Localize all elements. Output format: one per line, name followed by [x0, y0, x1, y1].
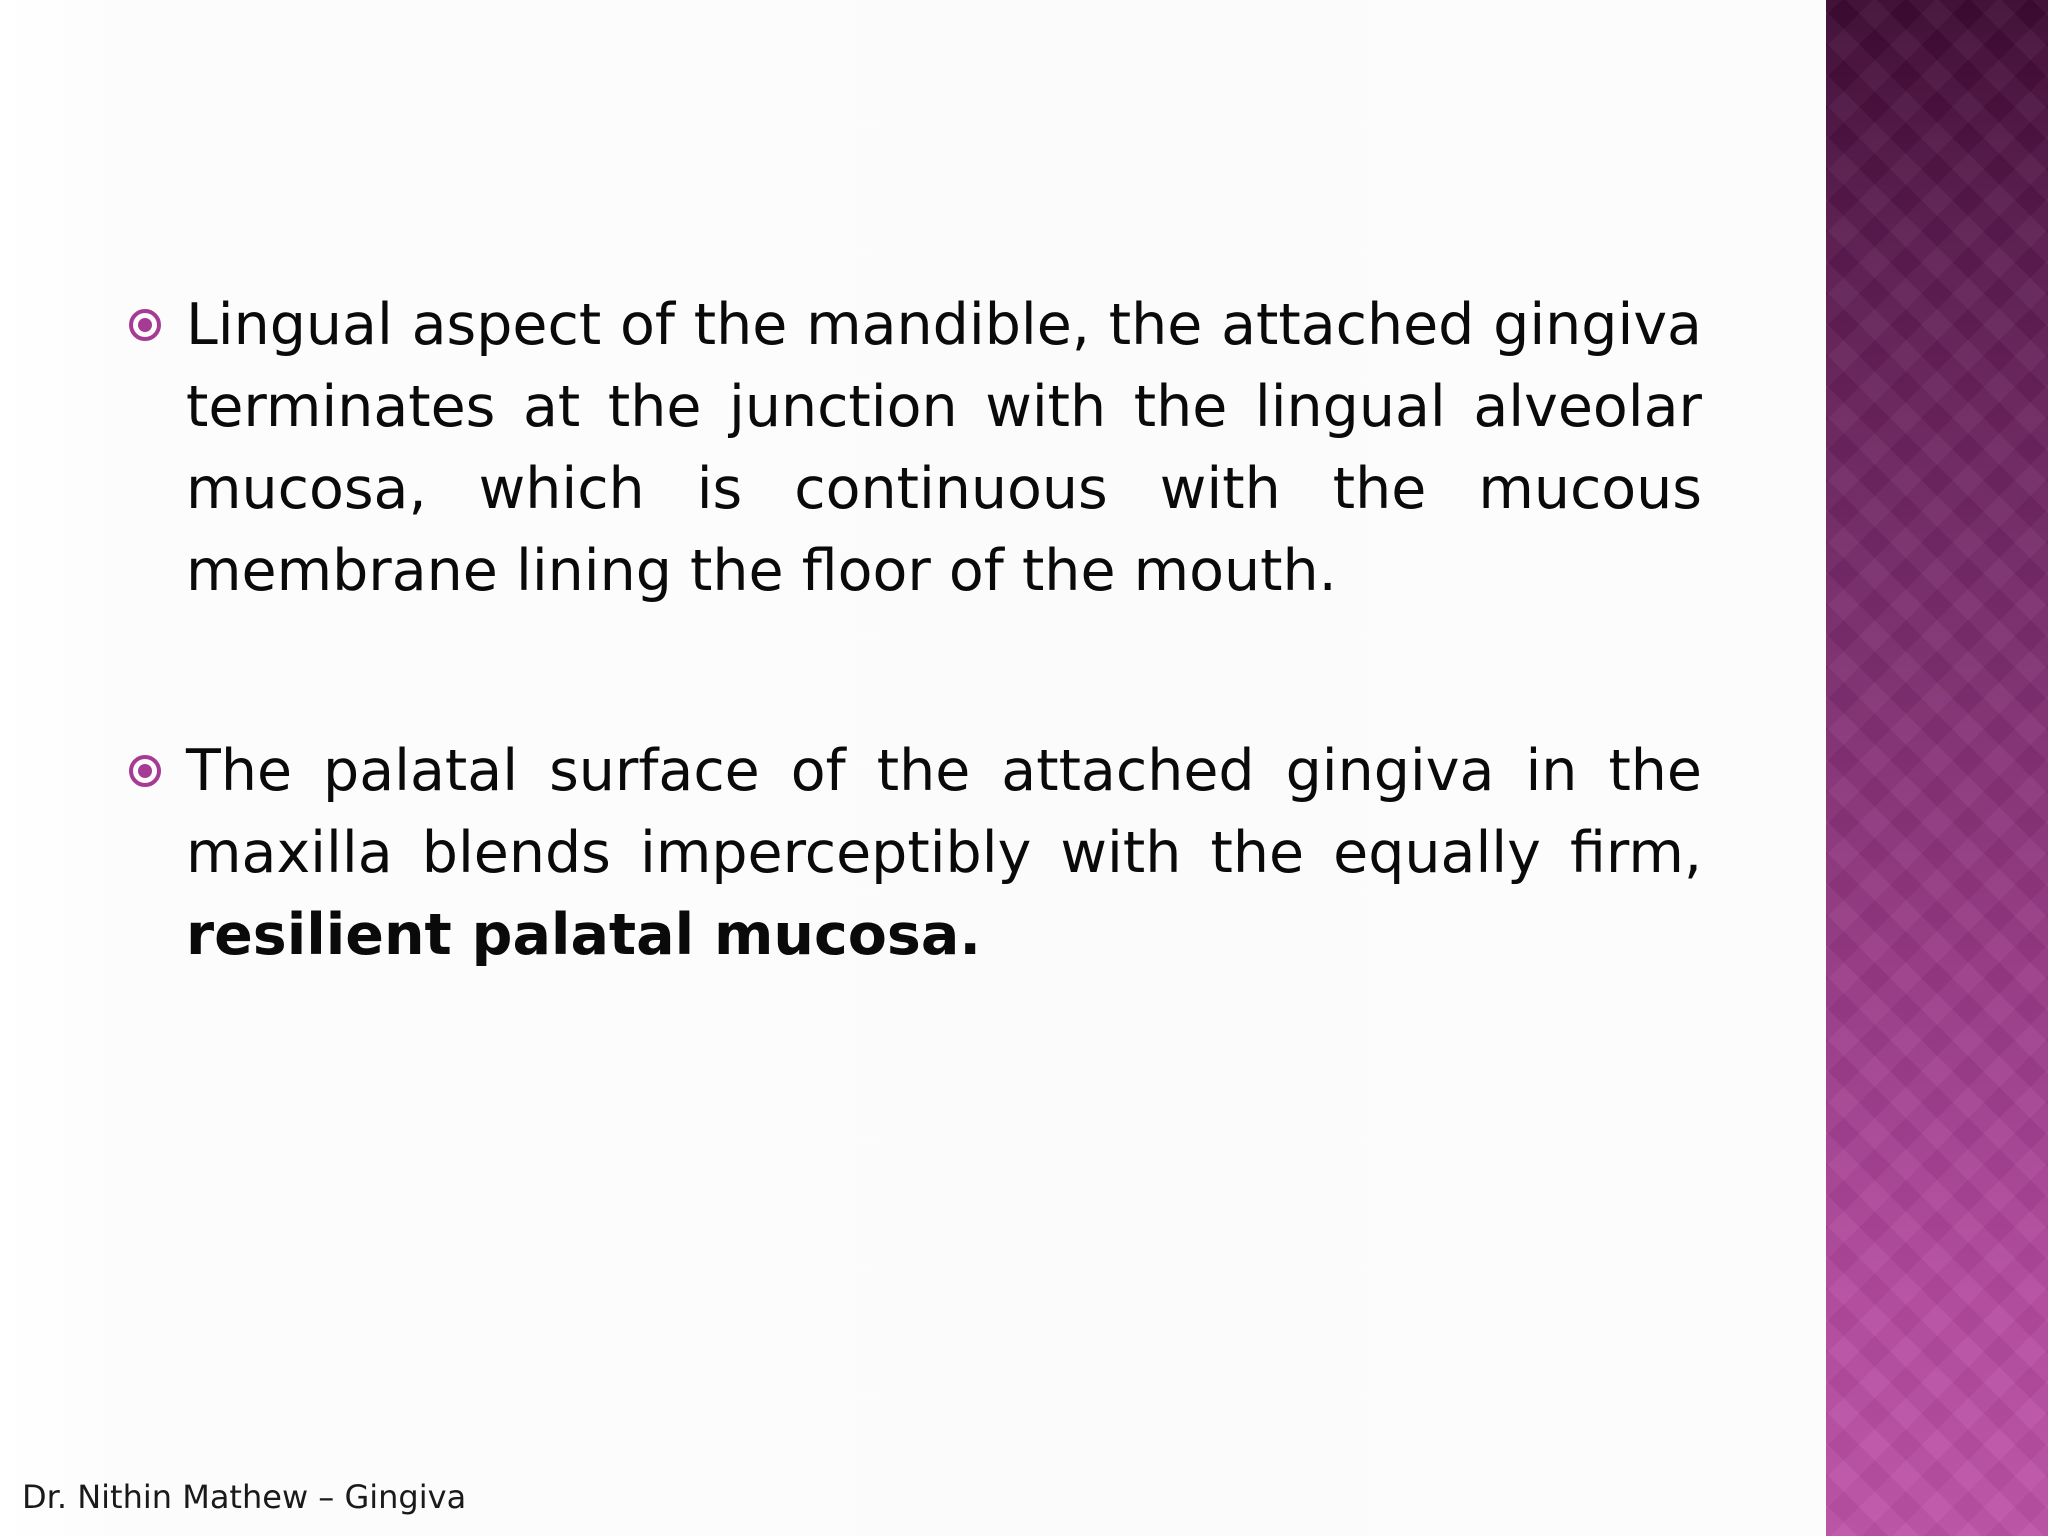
bullet-text: The palatal surface of the attached gingiva in the maxilla blends imperceptibly with the equally firm,	[186, 738, 1702, 886]
bullet-item	[128, 730, 1702, 976]
slide-footer: Dr. Nithin Mathew – Gingiva	[22, 1478, 467, 1516]
circled-dot-icon	[128, 754, 162, 788]
bullet-text: Lingual aspect of the mandible, the attached gingiva terminates at the junction with the lingual alveolar mucosa, which is continuous with the mucous membrane lining the floor of the mouth.	[186, 292, 1702, 604]
bullet-item	[128, 284, 1702, 612]
circled-dot-icon	[128, 308, 162, 342]
bullet-bold-text: resilient palatal mucosa.	[186, 902, 981, 968]
slide-body	[128, 284, 1702, 1094]
decorative-side-band	[1826, 0, 2048, 1536]
